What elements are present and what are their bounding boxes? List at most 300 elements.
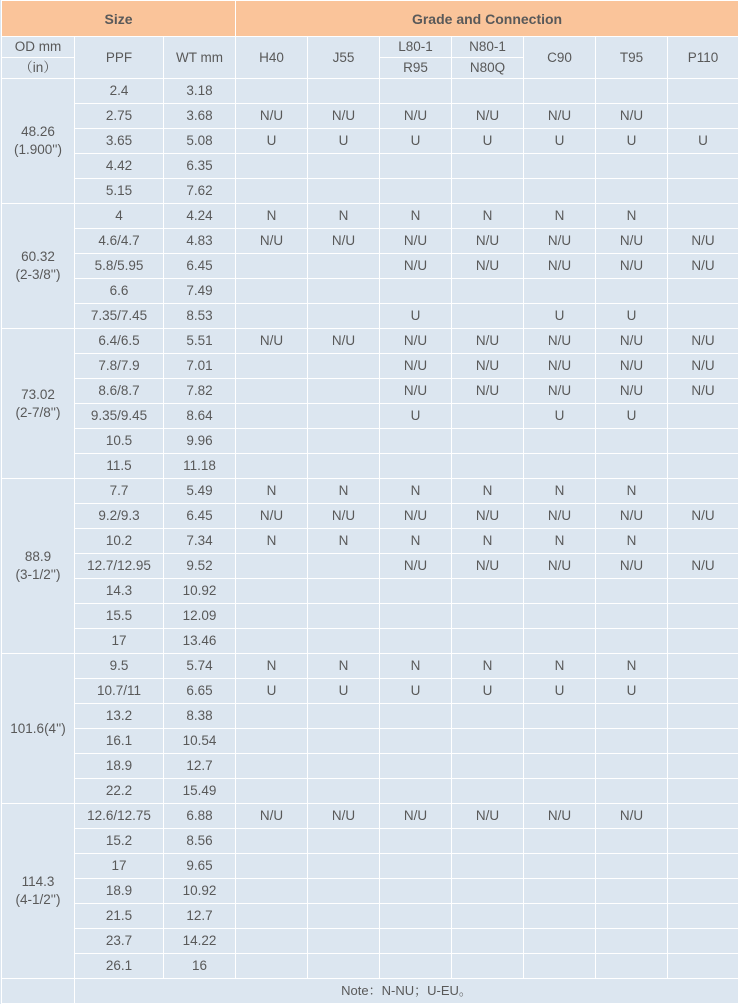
- grade-j55-cell: U: [308, 679, 380, 704]
- grade-l80-cell: [380, 729, 452, 754]
- grade-c90-cell: [524, 454, 596, 479]
- grade-t95-cell: [596, 779, 668, 804]
- grade-h40-cell: [236, 929, 308, 954]
- grade-h40-cell: [236, 879, 308, 904]
- grade-h40-cell: N/U: [236, 504, 308, 529]
- grade-n80-cell: U: [452, 679, 524, 704]
- grade-p110-cell: N/U: [668, 554, 739, 579]
- table-row: [2, 829, 739, 854]
- grade-t95-cell: [596, 429, 668, 454]
- grade-n80-cell: N/U: [452, 354, 524, 379]
- grade-t95-cell: N: [596, 654, 668, 679]
- table-row: [2, 554, 739, 579]
- grade-n80-cell: N/U: [452, 254, 524, 279]
- wt-cell: 8.38: [164, 704, 236, 729]
- grade-h40-cell: [236, 954, 308, 979]
- grade-n80-cell: [452, 154, 524, 179]
- od-size-cell: [2, 479, 75, 654]
- grade-h40-cell: [236, 554, 308, 579]
- wt-cell: 12.7: [164, 754, 236, 779]
- ppf-cell: 6.4/6.5: [75, 329, 164, 354]
- grade-p110-cell: [668, 754, 739, 779]
- grade-p110-cell: N/U: [668, 329, 739, 354]
- table-row: [2, 704, 739, 729]
- table-row: [2, 79, 739, 104]
- grade-t95-cell: [596, 704, 668, 729]
- grade-p110-cell: [668, 804, 739, 829]
- grade-p110-cell: [668, 879, 739, 904]
- wt-cell: 5.51: [164, 329, 236, 354]
- wt-cell: 8.53: [164, 304, 236, 329]
- grade-j55-cell: N/U: [308, 804, 380, 829]
- table-row: [2, 779, 739, 804]
- wt-cell: 6.35: [164, 154, 236, 179]
- grade-n80-header: N80-1: [452, 37, 524, 58]
- grade-p110-cell: [668, 404, 739, 429]
- grade-l80-header: L80-1: [380, 37, 452, 58]
- wt-cell: 13.46: [164, 629, 236, 654]
- grade-j55-cell: [308, 79, 380, 104]
- grade-j55-cell: [308, 629, 380, 654]
- grade-n80-cell: [452, 579, 524, 604]
- wt-cell: 4.24: [164, 204, 236, 229]
- grade-p110-cell: N/U: [668, 229, 739, 254]
- grade-h40-cell: [236, 354, 308, 379]
- grade-l80-cell: [380, 929, 452, 954]
- grade-t95-header: T95: [596, 37, 668, 79]
- ppf-cell: 6.6: [75, 279, 164, 304]
- grade-j55-cell: N/U: [308, 229, 380, 254]
- grade-h40-cell: [236, 379, 308, 404]
- grade-t95-cell: N/U: [596, 554, 668, 579]
- grade-t95-cell: U: [596, 304, 668, 329]
- grade-c90-cell: N/U: [524, 804, 596, 829]
- grade-c90-cell: U: [524, 129, 596, 154]
- grade-c90-cell: U: [524, 404, 596, 429]
- grade-t95-cell: [596, 829, 668, 854]
- size-header: Size: [2, 1, 236, 37]
- grade-c90-cell: N/U: [524, 504, 596, 529]
- grade-r95-header: R95: [380, 58, 452, 79]
- ppf-cell: 10.7/11: [75, 679, 164, 704]
- grade-p110-header: P110: [668, 37, 739, 79]
- ppf-cell: 11.5: [75, 454, 164, 479]
- grade-t95-cell: [596, 579, 668, 604]
- note-row: [2, 979, 739, 1004]
- grade-j55-cell: [308, 279, 380, 304]
- od-size-cell: [2, 329, 75, 479]
- grade-t95-cell: [596, 79, 668, 104]
- ppf-cell: 2.75: [75, 104, 164, 129]
- table-body: [2, 79, 739, 979]
- grade-c90-header: C90: [524, 37, 596, 79]
- grade-h40-cell: N: [236, 654, 308, 679]
- grade-t95-cell: N/U: [596, 329, 668, 354]
- wt-cell: 5.74: [164, 654, 236, 679]
- table-row: [2, 104, 739, 129]
- grade-h40-cell: N/U: [236, 229, 308, 254]
- od-header: [2, 37, 75, 58]
- grade-p110-cell: [668, 629, 739, 654]
- table-row: [2, 604, 739, 629]
- grade-j55-cell: N/U: [308, 329, 380, 354]
- grade-l80-cell: [380, 604, 452, 629]
- grade-c90-cell: [524, 604, 596, 629]
- grade-n80-cell: [452, 179, 524, 204]
- od-mm: 60.32: [21, 249, 55, 264]
- wt-cell: 3.18: [164, 79, 236, 104]
- wt-cell: 8.56: [164, 829, 236, 854]
- grade-t95-cell: [596, 854, 668, 879]
- od-mm: 48.26: [21, 124, 55, 139]
- grade-j55-cell: N/U: [308, 504, 380, 529]
- grade-t95-cell: U: [596, 404, 668, 429]
- wt-cell: 7.62: [164, 179, 236, 204]
- grade-p110-cell: [668, 654, 739, 679]
- grade-j55-cell: N: [308, 479, 380, 504]
- grade-n80-cell: [452, 604, 524, 629]
- ppf-cell: 18.9: [75, 879, 164, 904]
- grade-l80-cell: [380, 579, 452, 604]
- grade-h40-cell: [236, 404, 308, 429]
- grade-n80-cell: [452, 954, 524, 979]
- grade-n80-cell: [452, 404, 524, 429]
- grade-p110-cell: [668, 679, 739, 704]
- grade-j55-cell: [308, 554, 380, 579]
- grade-c90-cell: [524, 154, 596, 179]
- grade-l80-cell: [380, 454, 452, 479]
- ppf-cell: 7.7: [75, 479, 164, 504]
- table-row: [2, 529, 739, 554]
- grade-j55-cell: N: [308, 529, 380, 554]
- grade-h40-cell: U: [236, 679, 308, 704]
- wt-cell: 3.68: [164, 104, 236, 129]
- grade-h40-cell: U: [236, 129, 308, 154]
- grade-t95-cell: N/U: [596, 354, 668, 379]
- grade-p110-cell: [668, 604, 739, 629]
- grade-h40-cell: [236, 154, 308, 179]
- grade-t95-cell: [596, 929, 668, 954]
- grade-n80-cell: N: [452, 654, 524, 679]
- grade-c90-cell: [524, 779, 596, 804]
- grade-n80-cell: [452, 304, 524, 329]
- grade-l80-cell: N: [380, 204, 452, 229]
- wt-header: WT mm: [164, 37, 236, 79]
- wt-cell: 7.82: [164, 379, 236, 404]
- wt-cell: 16: [164, 954, 236, 979]
- grade-n80-cell: [452, 429, 524, 454]
- grade-n80-cell: [452, 829, 524, 854]
- grade-l80-cell: [380, 904, 452, 929]
- grade-l80-cell: [380, 879, 452, 904]
- wt-cell: 9.96: [164, 429, 236, 454]
- grade-n80-cell: [452, 754, 524, 779]
- ppf-cell: 21.5: [75, 904, 164, 929]
- table-row: [2, 929, 739, 954]
- od-inch: (1.900''): [14, 142, 62, 157]
- grade-connection-header: Grade and Connection: [236, 1, 739, 37]
- grade-h40-cell: [236, 454, 308, 479]
- grade-n80-cell: N/U: [452, 329, 524, 354]
- grade-c90-cell: [524, 579, 596, 604]
- grade-j55-cell: [308, 304, 380, 329]
- wt-cell: 9.52: [164, 554, 236, 579]
- grade-l80-cell: U: [380, 404, 452, 429]
- ppf-cell: 16.1: [75, 729, 164, 754]
- grade-l80-cell: N/U: [380, 804, 452, 829]
- grade-t95-cell: N/U: [596, 504, 668, 529]
- grade-n80-cell: [452, 904, 524, 929]
- grade-h40-cell: N: [236, 479, 308, 504]
- grade-p110-cell: [668, 704, 739, 729]
- grade-c90-cell: N: [524, 479, 596, 504]
- wt-cell: 14.22: [164, 929, 236, 954]
- table-row: [2, 579, 739, 604]
- ppf-cell: 17: [75, 629, 164, 654]
- grade-c90-cell: N/U: [524, 229, 596, 254]
- grade-l80-cell: N/U: [380, 329, 452, 354]
- table-row: [2, 504, 739, 529]
- grade-c90-cell: [524, 629, 596, 654]
- table-row: [2, 629, 739, 654]
- grade-c90-cell: N/U: [524, 104, 596, 129]
- wt-cell: 10.54: [164, 729, 236, 754]
- grade-l80-cell: [380, 629, 452, 654]
- grade-t95-cell: U: [596, 679, 668, 704]
- grade-h40-cell: [236, 254, 308, 279]
- od-mm: 73.02: [21, 386, 55, 402]
- ppf-cell: 26.1: [75, 954, 164, 979]
- grade-h40-cell: [236, 704, 308, 729]
- grade-j55-cell: [308, 254, 380, 279]
- grade-c90-cell: [524, 829, 596, 854]
- grade-c90-cell: N: [524, 529, 596, 554]
- grade-p110-cell: N/U: [668, 354, 739, 379]
- grade-p110-cell: [668, 279, 739, 304]
- grade-c90-cell: [524, 79, 596, 104]
- table-row: [2, 304, 739, 329]
- grade-h40-cell: [236, 429, 308, 454]
- grade-n80-cell: N/U: [452, 229, 524, 254]
- grade-j55-cell: [308, 704, 380, 729]
- grade-n80-cell: U: [452, 129, 524, 154]
- od-inch: (3-1/2''): [15, 567, 61, 582]
- grade-l80-cell: N/U: [380, 554, 452, 579]
- table-row: [2, 279, 739, 304]
- grade-t95-cell: N/U: [596, 804, 668, 829]
- grade-p110-cell: [668, 154, 739, 179]
- od-size-cell: [2, 654, 75, 804]
- grade-c90-cell: N/U: [524, 254, 596, 279]
- grade-p110-cell: [668, 454, 739, 479]
- grade-p110-cell: [668, 779, 739, 804]
- grade-t95-cell: U: [596, 129, 668, 154]
- grade-h40-cell: [236, 579, 308, 604]
- od-size-cell: [2, 204, 75, 329]
- od-mm: 114.3: [21, 874, 55, 889]
- table-row: [2, 154, 739, 179]
- ppf-cell: 9.5: [75, 654, 164, 679]
- grade-c90-cell: [524, 854, 596, 879]
- ppf-cell: 10.5: [75, 429, 164, 454]
- note-text: Note：N-NU；U-EU。: [75, 979, 739, 1004]
- grade-j55-cell: [308, 154, 380, 179]
- grade-l80-cell: N/U: [380, 504, 452, 529]
- grade-t95-cell: N/U: [596, 254, 668, 279]
- grade-j55-cell: [308, 829, 380, 854]
- grade-l80-cell: [380, 179, 452, 204]
- grade-l80-cell: N: [380, 529, 452, 554]
- table-row: [2, 479, 739, 504]
- ppf-cell: 2.4: [75, 79, 164, 104]
- grade-j55-cell: [308, 854, 380, 879]
- grade-p110-cell: [668, 729, 739, 754]
- grade-c90-cell: [524, 879, 596, 904]
- grade-l80-cell: [380, 779, 452, 804]
- grade-n80-cell: [452, 729, 524, 754]
- grade-n80-cell: N: [452, 204, 524, 229]
- grade-j55-cell: [308, 429, 380, 454]
- table-row: [2, 379, 739, 404]
- grade-h40-cell: [236, 754, 308, 779]
- wt-cell: 5.08: [164, 129, 236, 154]
- grade-h40-cell: N/U: [236, 104, 308, 129]
- table-row: [2, 754, 739, 779]
- grade-p110-cell: [668, 829, 739, 854]
- grade-h40-cell: N: [236, 204, 308, 229]
- ppf-cell: 9.35/9.45: [75, 404, 164, 429]
- grade-t95-cell: [596, 629, 668, 654]
- grade-l80-cell: N/U: [380, 354, 452, 379]
- grade-h40-cell: [236, 629, 308, 654]
- grade-h40-cell: N/U: [236, 329, 308, 354]
- ppf-cell: 3.65: [75, 129, 164, 154]
- grade-p110-cell: [668, 104, 739, 129]
- grade-j55-cell: [308, 379, 380, 404]
- table-row: [2, 329, 739, 354]
- grade-n80-cell: [452, 629, 524, 654]
- grade-l80-cell: [380, 429, 452, 454]
- grade-h40-cell: [236, 179, 308, 204]
- grade-l80-cell: N: [380, 479, 452, 504]
- grade-n80-cell: N/U: [452, 104, 524, 129]
- grade-p110-cell: U: [668, 129, 739, 154]
- grade-n80-cell: N/U: [452, 379, 524, 404]
- ppf-cell: 18.9: [75, 754, 164, 779]
- grade-t95-cell: N: [596, 529, 668, 554]
- grade-t95-cell: [596, 954, 668, 979]
- grade-p110-cell: [668, 954, 739, 979]
- ppf-cell: 13.2: [75, 704, 164, 729]
- grade-c90-cell: [524, 754, 596, 779]
- grade-j55-cell: [308, 579, 380, 604]
- grade-j55-cell: [308, 954, 380, 979]
- tubing-spec-table: [1, 0, 739, 1004]
- grade-c90-cell: N: [524, 204, 596, 229]
- grade-n80-cell: [452, 79, 524, 104]
- grade-j55-cell: [308, 404, 380, 429]
- wt-cell: 10.92: [164, 879, 236, 904]
- grade-h40-cell: [236, 604, 308, 629]
- grade-n80-cell: [452, 704, 524, 729]
- grade-t95-cell: N: [596, 204, 668, 229]
- grade-t95-cell: N/U: [596, 229, 668, 254]
- grade-c90-cell: [524, 179, 596, 204]
- grade-l80-cell: U: [380, 304, 452, 329]
- wt-cell: 8.64: [164, 404, 236, 429]
- grade-t95-cell: [596, 454, 668, 479]
- grade-n80-cell: N: [452, 529, 524, 554]
- grade-h40-cell: N/U: [236, 804, 308, 829]
- grade-c90-cell: N/U: [524, 379, 596, 404]
- ppf-cell: 5.15: [75, 179, 164, 204]
- table-row: [2, 454, 739, 479]
- table-row: [2, 729, 739, 754]
- grade-j55-cell: N: [308, 654, 380, 679]
- wt-cell: 12.09: [164, 604, 236, 629]
- grade-l80-cell: [380, 154, 452, 179]
- grade-p110-cell: N/U: [668, 379, 739, 404]
- grade-j55-cell: [308, 604, 380, 629]
- ppf-header: PPF: [75, 37, 164, 79]
- grade-c90-cell: N/U: [524, 554, 596, 579]
- wt-cell: 15.49: [164, 779, 236, 804]
- grade-j55-cell: [308, 729, 380, 754]
- od-unit: （in）: [2, 58, 75, 79]
- table-row: [2, 254, 739, 279]
- grade-t95-cell: [596, 904, 668, 929]
- ppf-cell: 5.8/5.95: [75, 254, 164, 279]
- grade-h40-cell: [236, 729, 308, 754]
- wt-cell: 7.49: [164, 279, 236, 304]
- table-row: [2, 129, 739, 154]
- grade-l80-cell: N/U: [380, 104, 452, 129]
- grade-t95-cell: [596, 879, 668, 904]
- od-size-cell: [2, 79, 75, 204]
- table-row: [2, 679, 739, 704]
- grade-j55-cell: [308, 929, 380, 954]
- grade-n80-cell: [452, 279, 524, 304]
- grade-n80q-header: N80Q: [452, 58, 524, 79]
- grade-n80-cell: N/U: [452, 504, 524, 529]
- grade-j55-cell: [308, 354, 380, 379]
- grade-l80-cell: U: [380, 129, 452, 154]
- ppf-cell: 15.2: [75, 829, 164, 854]
- grade-n80-cell: N: [452, 479, 524, 504]
- note-spacer: [2, 979, 75, 1004]
- grade-l80-cell: [380, 704, 452, 729]
- wt-cell: 10.92: [164, 579, 236, 604]
- grade-c90-cell: [524, 279, 596, 304]
- grade-l80-cell: [380, 854, 452, 879]
- ppf-cell: 17: [75, 854, 164, 879]
- grade-t95-cell: [596, 754, 668, 779]
- column-header-row: [2, 37, 739, 58]
- table-row: [2, 229, 739, 254]
- grade-n80-cell: [452, 929, 524, 954]
- grade-j55-cell: [308, 879, 380, 904]
- grade-h40-cell: [236, 279, 308, 304]
- ppf-cell: 7.35/7.45: [75, 304, 164, 329]
- wt-cell: 6.45: [164, 254, 236, 279]
- grade-l80-cell: N/U: [380, 254, 452, 279]
- grade-j55-cell: [308, 779, 380, 804]
- table-row: [2, 904, 739, 929]
- grade-l80-cell: [380, 79, 452, 104]
- ppf-cell: 10.2: [75, 529, 164, 554]
- grade-t95-cell: N/U: [596, 104, 668, 129]
- ppf-cell: 15.5: [75, 604, 164, 629]
